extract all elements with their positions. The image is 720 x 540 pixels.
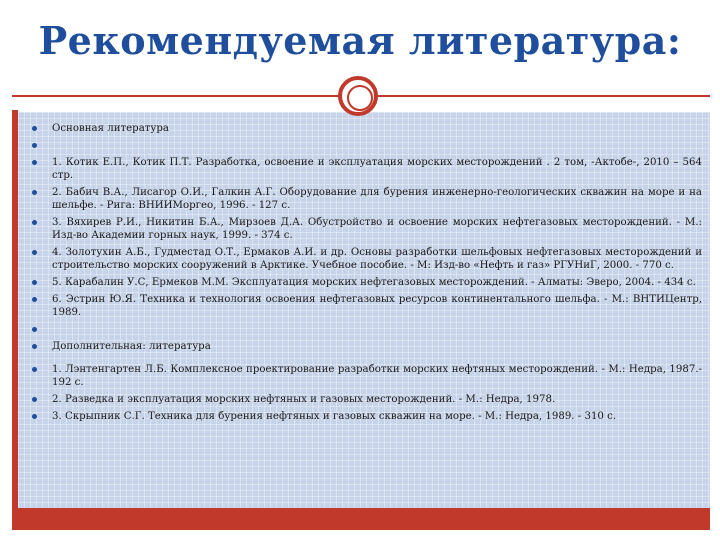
bullet-icon	[32, 250, 37, 255]
list-item-empty	[32, 139, 702, 152]
list-item: 2. Бабич В.А., Лисагор О.И., Галкин А.Г. Оборудование для бурения инженерно-геологических скважин на море и на шельфе. - Рига: ВНИИМоргео, 1996. - 127 с.	[32, 186, 702, 212]
list-item-empty	[32, 323, 702, 336]
list-item: 3. Вяхирев Р.И., Никитин Б.А., Мирзоев Д.А. Обустройство и освоение морских нефтегазовых месторождений. - М.: Изд-во Академии горных наук, 1999. - 374 с.	[32, 216, 702, 242]
list-item: 3. Скрыпник С.Г. Техника для бурения нефтяных и газовых скважин на море. - М.: Недра, 1989. - 310 с.	[32, 410, 702, 423]
bullet-icon	[32, 190, 37, 195]
list-item: 1. Лэнтенгартен Л.Б. Комплексное проектирование разработки морских нефтяных месторождений. - М.: Недра, 1987.- 192 с.	[32, 363, 702, 389]
list-item: 2. Разведка и эксплуатация морских нефтяных и газовых месторождений. - М.: Недра, 1978.	[32, 393, 702, 406]
bullet-icon	[32, 297, 37, 302]
list-item: 4. Золотухин А.Б., Гудместад О.Т., Ермаков А.И. и др. Основы разработки шельфовых нефтегазовых месторождений и строительство морских сооружений в Арктике. Учебное пособие. - М: Изд-во «Нефть и газ» РГУНиГ, 2000. - 770 с.	[32, 246, 702, 272]
list-item: Дополнительная: литература	[32, 340, 702, 353]
bullet-icon	[32, 126, 37, 131]
literature-list	[32, 122, 702, 427]
list-item: 6. Эстрин Ю.Я. Техника и технология освоения нефтегазовых ресурсов континентального шельфа. - М.: ВНТИЦентр, 1989.	[32, 293, 702, 319]
bullet-icon	[32, 160, 37, 165]
list-item: 1. Котик Е.П., Котик П.Т. Разработка, освоение и эксплуатация морских месторождений . 2 том, -Актобе-, 2010 – 564 стр.	[32, 156, 702, 182]
list-item: 5. Карабалин У.С, Ермеков М.М. Эксплуатация морских нефтегазовых месторождений. - Алматы: Эверо, 2004. - 434 с.	[32, 276, 702, 289]
bullet-icon	[32, 397, 37, 402]
bullet-icon	[32, 280, 37, 285]
bullet-icon	[32, 414, 37, 419]
bullet-icon	[32, 220, 37, 225]
content-panel	[18, 112, 710, 508]
bullet-icon	[32, 327, 37, 332]
slide-title: Рекомендуемая литература:	[38, 18, 682, 63]
bullet-icon	[32, 143, 37, 148]
bullet-icon	[32, 344, 37, 349]
decorative-circle-icon	[338, 76, 378, 116]
list-item: Основная литература	[32, 122, 702, 135]
bottom-accent-bar	[12, 508, 710, 530]
bullet-icon	[32, 367, 37, 372]
